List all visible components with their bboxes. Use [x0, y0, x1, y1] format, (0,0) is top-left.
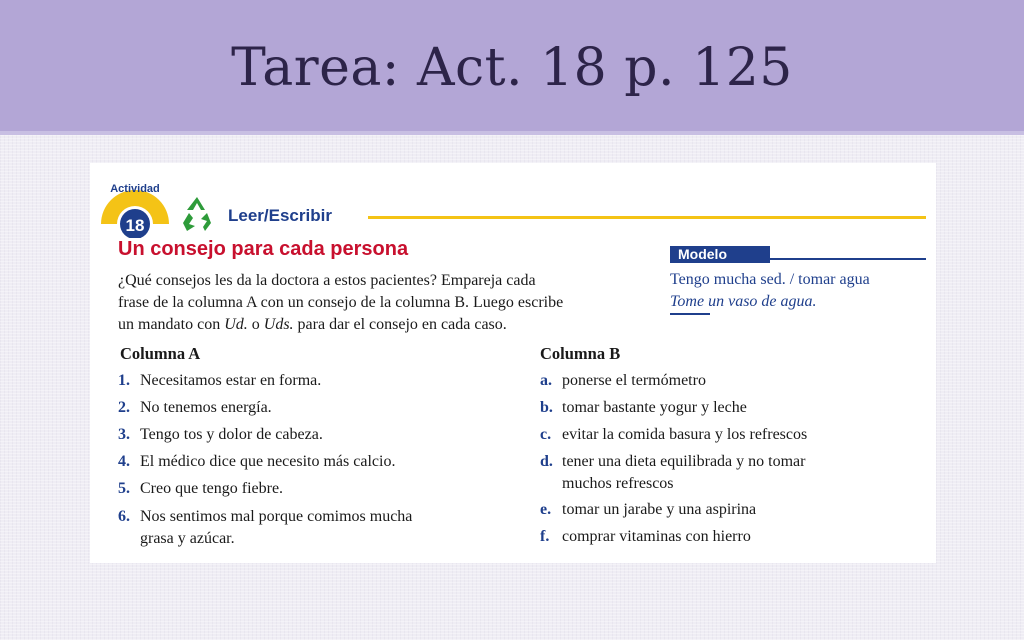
instructions-text: o [247, 316, 264, 333]
skill-divider [368, 216, 926, 219]
column-a-item-number: 6. [118, 508, 130, 525]
column-b-heading: Columna B [540, 344, 621, 363]
column-b-item-text: tomar bastante yogur y leche [562, 399, 747, 416]
activity-title: Un consejo para cada persona [118, 238, 409, 260]
instructions-line-3 [118, 314, 658, 336]
instructions-ud: Ud. [224, 316, 248, 333]
column-a-item-text: No tenemos energía. [140, 399, 272, 416]
column-a-item-number: 3. [118, 426, 130, 443]
instructions-uds: Uds. [263, 316, 294, 333]
column-a-item [118, 397, 272, 419]
column-a-item [118, 370, 321, 392]
column-a-item-text: Necesitamos estar en forma. [140, 372, 322, 389]
column-b-item-number: f. [540, 528, 550, 545]
column-b-item-number: e. [540, 501, 552, 518]
column-b-item-number: b. [540, 399, 553, 416]
column-b-item-number: d. [540, 453, 553, 470]
column-b-item [540, 451, 805, 495]
column-b-item [540, 424, 807, 446]
column-b-item-text: evitar la comida basura y los refrescos [562, 426, 808, 443]
column-b-item [540, 397, 747, 419]
column-b-item-text: comprar vitaminas con hierro [562, 528, 751, 545]
column-a-item [118, 506, 412, 550]
column-a-item-number: 2. [118, 399, 130, 416]
column-a-item-text: grasa y azúcar. [140, 530, 235, 547]
modelo-prompt: Tengo mucha sed. / tomar agua [670, 271, 870, 288]
column-a-heading: Columna A [120, 344, 201, 363]
actividad-badge-icon [95, 178, 175, 238]
column-b-item-number: c. [540, 426, 552, 443]
column-b-item-text: tomar un jarabe y una aspirina [562, 501, 757, 518]
column-a-item-text: El médico dice que necesito más calcio. [140, 453, 396, 470]
column-b-item-text: tener una dieta equilibrada y no tomar [562, 453, 806, 470]
modelo-answer: Tome un vaso de agua. [670, 293, 817, 310]
slide-title: Tarea: Act. 18 p. 125 [231, 38, 793, 98]
column-a-item-number: 5. [118, 480, 130, 497]
column-a-item-number: 1. [118, 372, 130, 389]
badge-word: Actividad [110, 183, 160, 195]
column-a-item-text: Creo que tengo fiebre. [140, 480, 284, 497]
instructions-line-2: frase de la columna A con un consejo de la columna B. Luego escribe [118, 294, 564, 311]
recycle-icon [176, 193, 218, 235]
column-a-item-text: Nos sentimos mal porque comimos mucha [140, 508, 413, 525]
instructions [118, 270, 658, 336]
column-b-item [540, 499, 756, 521]
column-b-item-text: ponerse el termómetro [562, 372, 706, 389]
instructions-text: para dar el consejo en cada caso. [293, 316, 507, 333]
instructions-text: un mandato con [118, 316, 225, 333]
column-b-item [540, 370, 706, 392]
instructions-line-1: ¿Qué consejos les da la doctora a estos pacientes? Empareja cada [118, 272, 536, 289]
column-a-item [118, 424, 323, 446]
skill-label: Leer/Escribir [228, 206, 332, 225]
column-a-item [118, 451, 395, 473]
column-a-item-number: 4. [118, 453, 130, 470]
column-b-item [540, 526, 751, 548]
column-a-item [118, 478, 283, 500]
modelo-label: Modelo [670, 246, 770, 263]
badge-number: 18 [125, 216, 145, 235]
column-b-item-number: a. [540, 372, 552, 389]
column-a-item-text: Tengo tos y dolor de cabeza. [140, 426, 323, 443]
column-b-item-text: muchos refrescos [562, 475, 674, 492]
header-accent-line [0, 131, 1024, 135]
modelo-underline [670, 313, 710, 315]
